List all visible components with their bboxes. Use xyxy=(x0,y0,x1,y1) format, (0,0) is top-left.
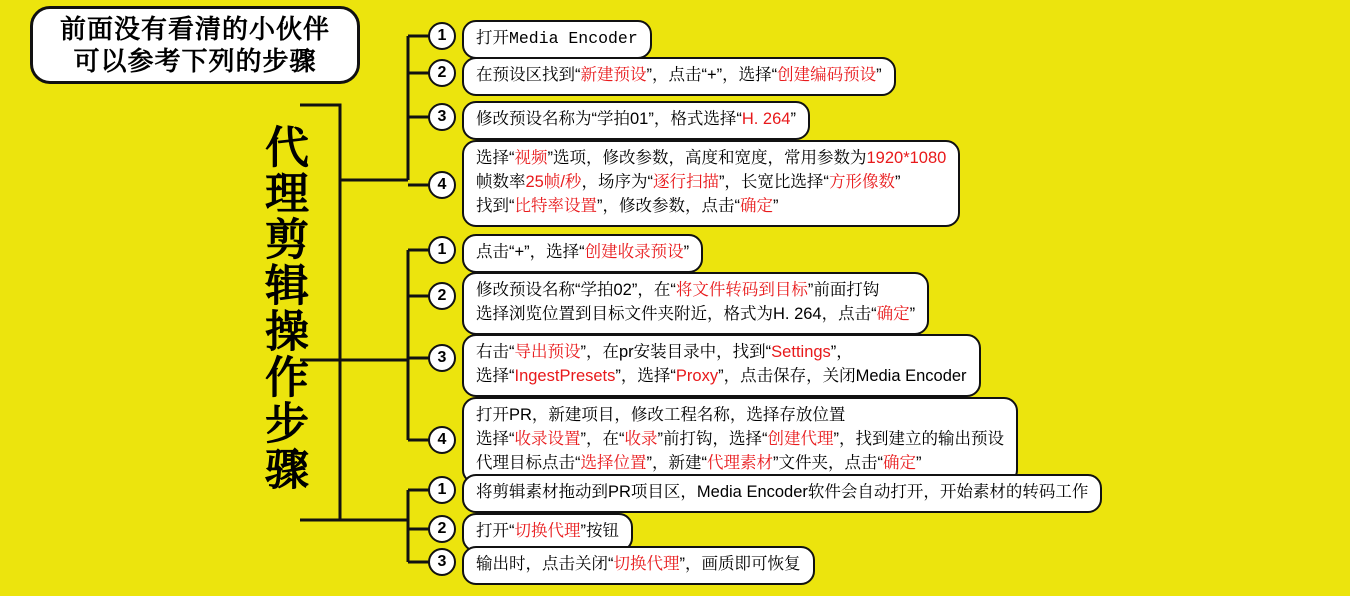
body-text: ” xyxy=(683,243,690,261)
body-text: ”，选择“ xyxy=(615,366,676,385)
body-text: Media Encoder xyxy=(509,29,638,48)
body-text: ”，点击“+”，选择“ xyxy=(646,66,778,84)
body-text: ”，新建“ xyxy=(646,453,707,472)
highlight-text: 确定 xyxy=(883,453,916,472)
step-text-line xyxy=(476,404,1004,428)
step-bubble xyxy=(462,57,896,96)
step-number: 2 xyxy=(428,515,456,543)
body-text: ”前面打钩 xyxy=(807,281,880,299)
step-text-line xyxy=(476,241,689,265)
highlight-text: 比特率设置 xyxy=(514,196,597,215)
step-bubble xyxy=(462,272,929,335)
highlight-text: 创建编码预设 xyxy=(777,66,877,84)
step-text-line xyxy=(476,171,946,195)
step-text-line xyxy=(476,452,1004,476)
step-number: 2 xyxy=(428,282,456,310)
body-text: ”，长宽比选择“ xyxy=(718,172,829,191)
body-text: 帧数率 xyxy=(476,172,526,191)
body-text: ”，在“ xyxy=(580,429,625,448)
highlight-text: 创建代理 xyxy=(767,429,834,448)
highlight-text: IngestPresets xyxy=(514,366,616,385)
highlight-text: 收录设置 xyxy=(514,429,581,448)
body-text: ” xyxy=(909,304,916,323)
body-text: ”，画质即可恢复 xyxy=(679,555,801,573)
step-text-line xyxy=(476,520,619,544)
step-bubble xyxy=(462,474,1102,513)
highlight-text: 新建预设 xyxy=(580,66,647,84)
step-text-line xyxy=(476,27,638,51)
body-text: ” xyxy=(894,172,901,191)
step-bubble xyxy=(462,101,810,140)
step-text-line xyxy=(476,64,882,88)
step-text-line xyxy=(476,341,967,365)
highlight-text: 切换代理 xyxy=(514,522,581,540)
highlight-text: 导出预设 xyxy=(514,343,581,361)
highlight-text: Settings xyxy=(771,343,831,361)
step-number: 4 xyxy=(428,171,456,199)
highlight-text: Proxy xyxy=(675,366,719,385)
highlight-text: 1920*1080 xyxy=(866,149,947,167)
body-text: 选择“ xyxy=(476,149,515,167)
body-text: ”，在pr安装目录中，找到“ xyxy=(580,343,772,361)
step-bubble xyxy=(462,234,703,273)
step-bubble xyxy=(462,20,652,59)
step-text-line xyxy=(476,553,801,577)
body-text: 选择浏览位置到目标文件夹附近，格式为H. 264，点击“ xyxy=(476,304,877,323)
header-line-2: 可以参考下列的步骤 xyxy=(73,46,317,76)
body-text: ”前打钩，选择“ xyxy=(657,429,768,448)
highlight-text: 25帧/秒 xyxy=(525,172,582,191)
body-text: ”文件夹，点击“ xyxy=(773,453,883,472)
body-text: 选择“ xyxy=(476,366,515,385)
highlight-text: 代理素材 xyxy=(707,453,773,472)
body-text: ” xyxy=(916,453,922,472)
step-number: 3 xyxy=(428,548,456,576)
highlight-text: 创建收录预设 xyxy=(584,243,684,261)
highlight-text: 确定 xyxy=(876,304,910,323)
body-text: ” xyxy=(876,66,882,84)
body-text: ”选项，修改参数，高度和宽度，常用参数为 xyxy=(547,149,867,167)
body-text: 打开PR，新建项目，修改工程名称，选择存放位置 xyxy=(476,406,846,424)
step-number: 3 xyxy=(428,344,456,372)
body-text: ” xyxy=(790,110,796,128)
step-text-line xyxy=(476,195,946,219)
vertical-title: 代理剪辑操作步骤 xyxy=(258,124,307,492)
highlight-text: 方形像数 xyxy=(828,172,895,191)
body-text: ”，修改参数，点击“ xyxy=(597,196,740,215)
body-text: 修改预设名称为“学拍01”，格式选择“ xyxy=(476,110,742,128)
body-text: 选择“ xyxy=(476,429,515,448)
header-line-1: 前面没有看清的小伙伴 xyxy=(59,13,330,44)
highlight-text: H. 264 xyxy=(741,110,791,128)
step-number: 4 xyxy=(428,426,456,454)
step-text-line xyxy=(476,428,1004,452)
step-bubble xyxy=(462,546,815,585)
step-text-line xyxy=(476,108,796,132)
highlight-text: 将文件转码到目标 xyxy=(675,281,808,299)
step-text-line xyxy=(476,147,946,171)
body-text: ，场序为“ xyxy=(581,172,653,191)
body-text: 打开 xyxy=(476,29,509,47)
header-callout xyxy=(30,6,360,84)
body-text: 右击“ xyxy=(476,343,515,361)
step-number: 1 xyxy=(428,236,456,264)
step-text-line xyxy=(476,303,915,327)
highlight-text: 逐行扫描 xyxy=(652,172,719,191)
body-text: 在预设区找到“ xyxy=(476,66,581,84)
body-text: 代理目标点击“ xyxy=(476,453,581,472)
highlight-text: 视频 xyxy=(514,149,548,167)
body-text: 输出时，点击关闭“ xyxy=(476,555,614,573)
step-bubble xyxy=(462,397,1018,484)
body-text: ”， xyxy=(830,343,853,361)
body-text: ”，点击保存，关闭Media Encoder xyxy=(718,366,967,385)
step-number: 1 xyxy=(428,22,456,50)
step-text-line xyxy=(476,279,915,303)
body-text: 点击“+”，选择“ xyxy=(476,243,585,261)
body-text: ”按钮 xyxy=(580,522,619,540)
body-text: ” xyxy=(773,196,779,215)
step-text-line xyxy=(476,481,1088,505)
step-text-line xyxy=(476,365,967,389)
step-number: 3 xyxy=(428,103,456,131)
highlight-text: 切换代理 xyxy=(613,555,680,573)
highlight-text: 收录 xyxy=(624,429,658,448)
step-number: 2 xyxy=(428,59,456,87)
step-bubble xyxy=(462,140,960,227)
body-text: 将剪辑素材拖动到PR项目区，Media Encoder软件会自动打开，开始素材的转码工作 xyxy=(476,483,1089,501)
body-text: 修改预设名称“学拍02”，在“ xyxy=(476,281,676,299)
highlight-text: 选择位置 xyxy=(580,453,647,472)
body-text: 打开“ xyxy=(476,522,515,540)
body-text: 找到“ xyxy=(476,196,515,215)
step-bubble xyxy=(462,334,981,397)
body-text: ”，找到建立的输出预设 xyxy=(833,429,1004,448)
step-number: 1 xyxy=(428,476,456,504)
highlight-text: 确定 xyxy=(740,196,773,215)
